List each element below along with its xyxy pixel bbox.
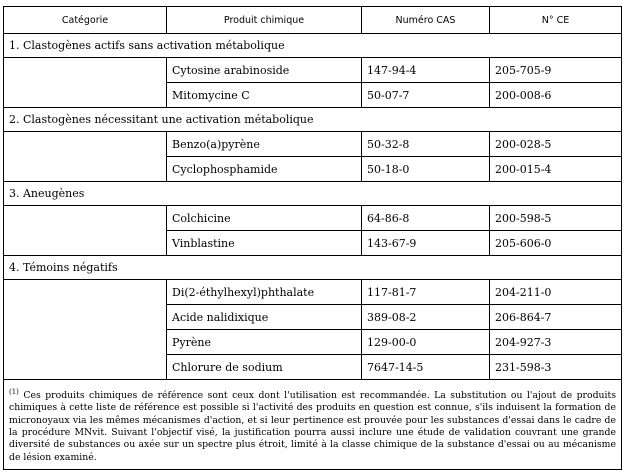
blank-category-cell (4, 305, 167, 330)
product-cell: Colchicine (167, 206, 362, 231)
header-category: Catégorie (4, 7, 167, 34)
table-row (4, 280, 622, 305)
ce-cell: 205-705-9 (490, 58, 622, 83)
footnote-text: Ces produits chimiques de référence sont ceux dont l'utilisation est recommandée. La substitution ou l'ajout de produits chimiques à cette liste de référence est possible si l'activité des produits en question est connue, s'ils induisent la formation de micronoyaux via les mêmes mécanismes d'action, et si leur pertinence est prouvée pour les substances d'essai dans le cadre de la procédure MNvit. Suivant l'objectif visé, la justification pourra aussi inclure une étude de validation couvrant une grande diversité de substances ou axée sur un spectre plus étroit, limité à la classe chimique de la substance d'essai ou au mécanisme de lésion examiné. (9, 390, 616, 463)
ce-cell: 200-028-5 (490, 132, 622, 157)
cas-cell: 129-00-0 (362, 330, 490, 355)
cas-cell: 143-67-9 (362, 231, 490, 256)
table-row (4, 305, 622, 330)
reference-chemicals-table (3, 6, 622, 470)
ce-cell: 200-598-5 (490, 206, 622, 231)
product-cell: Cyclophosphamide (167, 157, 362, 182)
ce-cell: 205-606-0 (490, 231, 622, 256)
table-row (4, 231, 622, 256)
cas-cell: 50-32-8 (362, 132, 490, 157)
table-row (4, 330, 622, 355)
product-cell: Cytosine arabinoside (167, 58, 362, 83)
ce-cell: 206-864-7 (490, 305, 622, 330)
ce-cell: 200-015-4 (490, 157, 622, 182)
blank-category-cell (4, 231, 167, 256)
table-row (4, 58, 622, 83)
table-body (4, 34, 622, 380)
header-cas: Numéro CAS (362, 7, 490, 34)
product-cell: Mitomycine C (167, 83, 362, 108)
blank-category-cell (4, 83, 167, 108)
product-cell: Benzo(a)pyrène (167, 132, 362, 157)
product-cell: Acide nalidixique (167, 305, 362, 330)
category-title: 2. Clastogènes nécessitant une activation métabolique (4, 108, 622, 132)
blank-category-cell (4, 330, 167, 355)
ce-cell: 204-211-0 (490, 280, 622, 305)
product-cell: Vinblastine (167, 231, 362, 256)
cas-cell: 389-08-2 (362, 305, 490, 330)
blank-category-cell (4, 355, 167, 380)
footnote (4, 380, 622, 470)
category-row (4, 34, 622, 58)
header-product: Produit chimique (167, 7, 362, 34)
cas-cell: 50-18-0 (362, 157, 490, 182)
table-row (4, 132, 622, 157)
cas-cell: 50-07-7 (362, 83, 490, 108)
product-cell: Chlorure de sodium (167, 355, 362, 380)
product-cell: Di(2-éthylhexyl)phthalate (167, 280, 362, 305)
footnote-marker: (1) (9, 388, 19, 396)
cas-cell: 7647-14-5 (362, 355, 490, 380)
category-title: 3. Aneugènes (4, 182, 622, 206)
product-cell: Pyrène (167, 330, 362, 355)
ce-cell: 204-927-3 (490, 330, 622, 355)
blank-category-cell (4, 58, 167, 83)
blank-category-cell (4, 157, 167, 182)
category-row (4, 256, 622, 280)
blank-category-cell (4, 280, 167, 305)
table-row (4, 355, 622, 380)
category-row (4, 182, 622, 206)
category-title: 1. Clastogènes actifs sans activation métabolique (4, 34, 622, 58)
blank-category-cell (4, 132, 167, 157)
blank-category-cell (4, 206, 167, 231)
table-row (4, 83, 622, 108)
header-ce: N° CE (490, 7, 622, 34)
table-row (4, 206, 622, 231)
cas-cell: 147-94-4 (362, 58, 490, 83)
category-title: 4. Témoins négatifs (4, 256, 622, 280)
ce-cell: 200-008-6 (490, 83, 622, 108)
table-header-row (4, 7, 622, 34)
table-row (4, 157, 622, 182)
footnote-row (4, 380, 622, 470)
cas-cell: 117-81-7 (362, 280, 490, 305)
cas-cell: 64-86-8 (362, 206, 490, 231)
category-row (4, 108, 622, 132)
ce-cell: 231-598-3 (490, 355, 622, 380)
